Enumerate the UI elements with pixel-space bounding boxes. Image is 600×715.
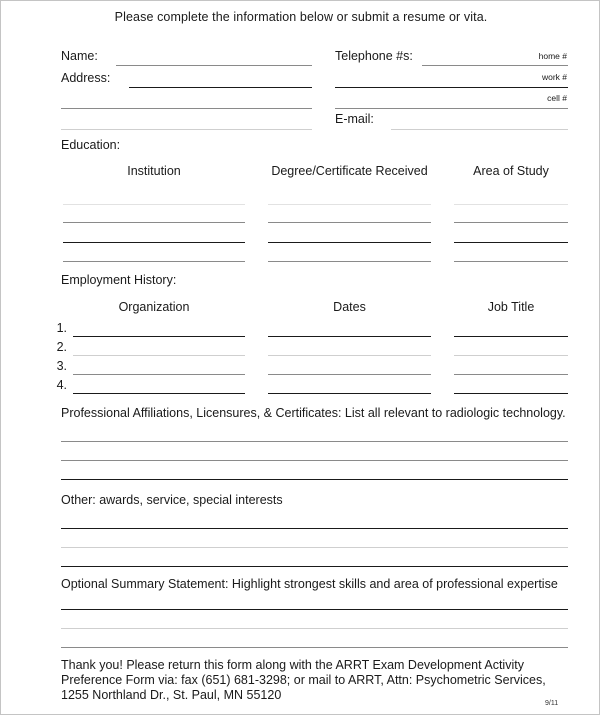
education-line-r2c3[interactable] <box>454 222 568 223</box>
name-input-line[interactable] <box>116 65 312 66</box>
education-column-institution: Institution <box>127 164 181 178</box>
education-line-r1c3[interactable] <box>454 204 568 205</box>
name-label: Name: <box>61 49 98 63</box>
address-label: Address: <box>61 71 111 85</box>
education-section-title: Education: <box>61 138 121 152</box>
employment-row-number-3: 3. <box>56 359 67 373</box>
employment-line-r4c2[interactable] <box>268 393 431 394</box>
work-phone-hint: work # <box>541 72 567 82</box>
employment-row-number-4: 4. <box>56 378 67 392</box>
employment-column-dates: Dates <box>333 300 366 314</box>
affiliations-line-1[interactable] <box>61 441 568 442</box>
education-line-r4c3[interactable] <box>454 261 568 262</box>
closing-paragraph <box>61 658 571 703</box>
cell-phone-line[interactable] <box>335 108 568 109</box>
employment-line-r2c1[interactable] <box>73 355 245 356</box>
education-column-area: Area of Study <box>473 164 549 178</box>
education-line-r2c2[interactable] <box>268 222 431 223</box>
employment-line-r2c3[interactable] <box>454 355 568 356</box>
employment-line-r1c3[interactable] <box>454 336 568 337</box>
home-phone-hint: home # <box>538 51 567 61</box>
education-line-r4c2[interactable] <box>268 261 431 262</box>
education-line-r3c1[interactable] <box>63 242 245 243</box>
revision-stamp: 9/11 <box>545 700 559 707</box>
affiliations-line-2[interactable] <box>61 460 568 461</box>
work-phone-line[interactable] <box>335 87 568 88</box>
employment-line-r4c3[interactable] <box>454 393 568 394</box>
page-title: Please complete the information below or submit a resume or vita. <box>114 10 488 24</box>
home-phone-line[interactable] <box>422 65 568 66</box>
email-input-line[interactable] <box>391 129 568 130</box>
summary-line-3[interactable] <box>61 647 568 648</box>
employment-row-number-2: 2. <box>56 340 67 354</box>
employment-column-jobtitle: Job Title <box>487 300 535 314</box>
closing-line-2: Preference Form via: fax (651) 681-3298; or mail to ARRT, Attn: Psychometric Services, 1255 <box>61 673 546 702</box>
address-input-line-1[interactable] <box>129 87 312 88</box>
summary-line-1[interactable] <box>61 609 568 610</box>
education-line-r1c1[interactable] <box>63 204 245 205</box>
other-section-title: Other: awards, service, special interests <box>61 493 283 507</box>
email-label: E-mail: <box>335 112 374 126</box>
other-line-2[interactable] <box>61 547 568 548</box>
employment-line-r1c1[interactable] <box>73 336 245 337</box>
employment-column-organization: Organization <box>118 300 190 314</box>
employment-line-r3c1[interactable] <box>73 374 245 375</box>
education-line-r4c1[interactable] <box>63 261 245 262</box>
other-line-1[interactable] <box>61 528 568 529</box>
other-line-3[interactable] <box>61 566 568 567</box>
summary-line-2[interactable] <box>61 628 568 629</box>
employment-line-r3c3[interactable] <box>454 374 568 375</box>
address-input-line-3[interactable] <box>61 129 312 130</box>
address-input-line-2[interactable] <box>61 108 312 109</box>
telephone-label: Telephone #s: <box>335 49 413 63</box>
employment-line-r4c1[interactable] <box>73 393 245 394</box>
employment-line-r3c2[interactable] <box>268 374 431 375</box>
affiliations-section-title: Professional Affiliations, Licensures, & Certificates: List all relevant to radiologic technology. <box>61 406 566 420</box>
cell-phone-hint: cell # <box>547 93 567 103</box>
summary-section-title: Optional Summary Statement: Highlight strongest skills and area of professional expertise <box>61 577 558 591</box>
closing-line-1: Thank you! Please return this form along with the ARRT Exam Development Activity <box>61 658 524 672</box>
employment-row-number-1: 1. <box>56 321 67 335</box>
closing-line-3: Northland Dr., St. Paul, MN 55120 <box>92 688 282 702</box>
education-line-r3c2[interactable] <box>268 242 431 243</box>
employment-line-r2c2[interactable] <box>268 355 431 356</box>
education-column-degree: Degree/Certificate Received <box>271 164 428 178</box>
education-line-r3c3[interactable] <box>454 242 568 243</box>
form-body <box>1 1 600 715</box>
education-line-r1c2[interactable] <box>268 204 431 205</box>
education-line-r2c1[interactable] <box>63 222 245 223</box>
employment-line-r1c2[interactable] <box>268 336 431 337</box>
affiliations-line-3[interactable] <box>61 479 568 480</box>
employment-section-title: Employment History: <box>61 273 177 287</box>
